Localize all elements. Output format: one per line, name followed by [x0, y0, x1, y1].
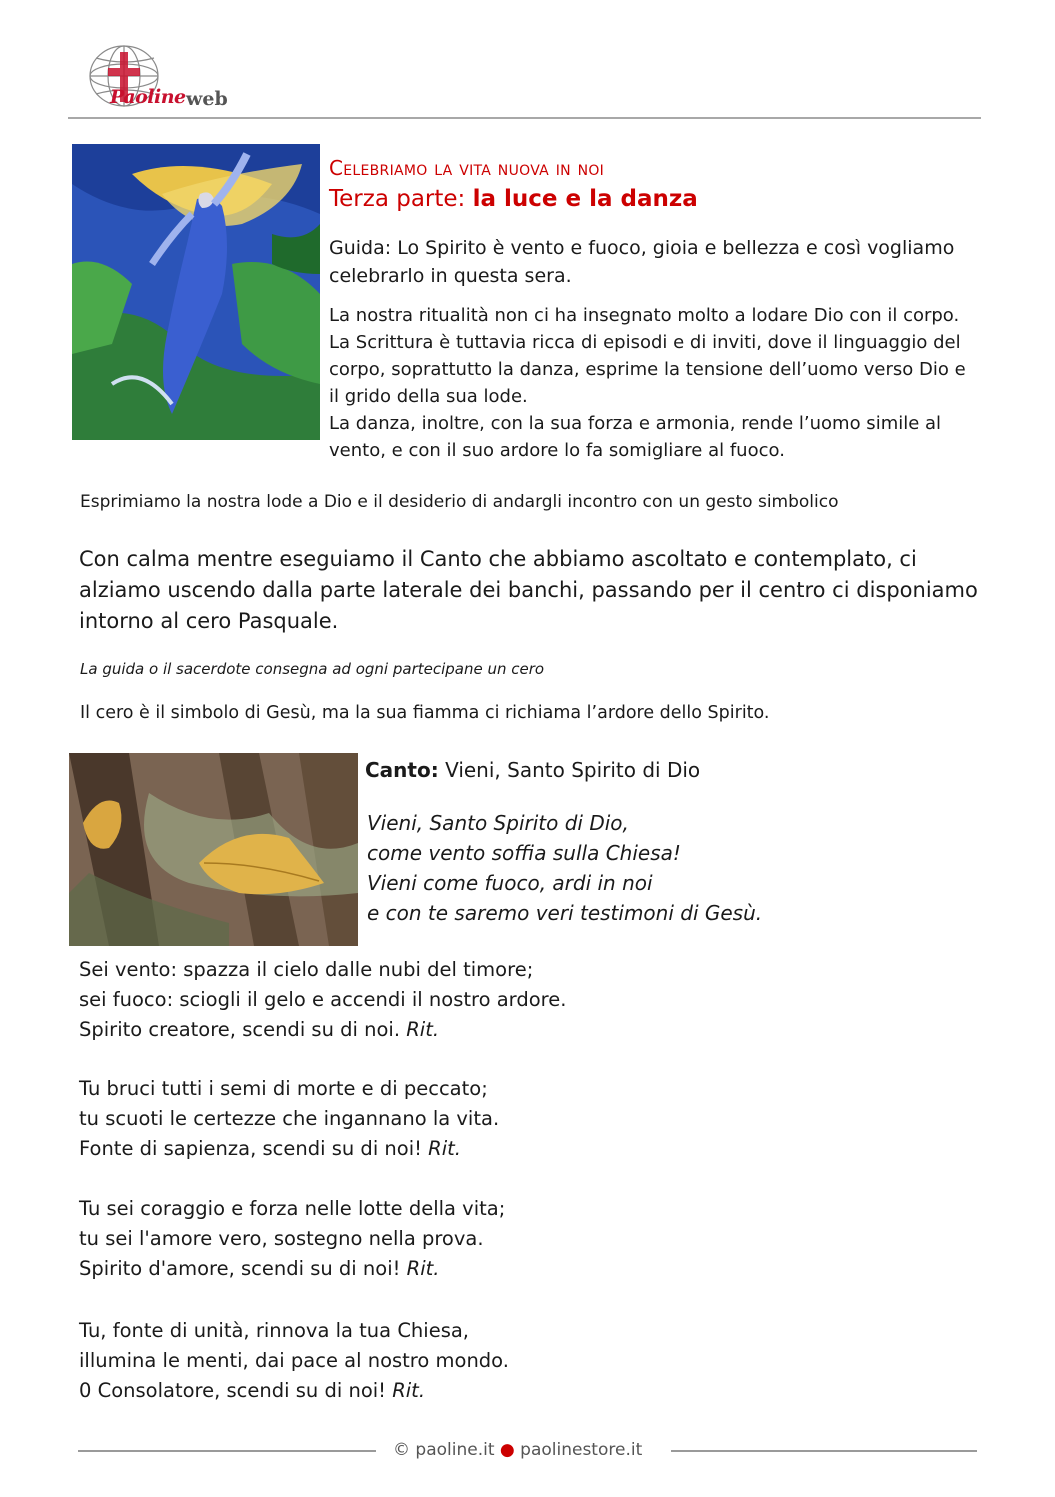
refrain-line: Vieni, Santo Spirito di Dio,	[367, 811, 629, 835]
dancing-figure-painting	[72, 144, 320, 440]
part-title: la luce e la danza	[472, 186, 698, 212]
stanza-line: Sei vento: spazza il cielo dalle nubi del timore;	[79, 958, 534, 981]
page-title: Celebriamo la vita nuova in noi	[329, 156, 605, 180]
canto-refrain	[367, 808, 762, 928]
rubric-note: La guida o il sacerdote consegna ad ogni partecipane un cero	[80, 660, 545, 678]
refrain-line: e con te saremo veri testimoni di Gesù.	[367, 901, 763, 925]
guida-label: Guida:	[329, 237, 392, 259]
header-divider	[68, 117, 981, 119]
stanza-4	[79, 1316, 509, 1406]
stanza-2	[79, 1074, 499, 1164]
part-label: Terza parte:	[329, 186, 466, 212]
rit-marker: Rit.	[406, 1257, 440, 1280]
stanza-line-final: Spirito creatore, scendi su di noi. Rit.	[79, 1018, 440, 1041]
footer-link-store[interactable]: paolinestore.it	[520, 1440, 643, 1460]
stanza-line-final: Fonte di sapienza, scendi su di noi! Rit.	[79, 1137, 461, 1160]
footer-separator-dot: ●	[499, 1440, 515, 1460]
logo-brand: Paoline	[110, 86, 186, 108]
stanza-1	[79, 955, 566, 1045]
section-subtitle	[329, 186, 698, 212]
stanza-line-final: 0 Consolatore, scendi su di noi! Rit.	[79, 1379, 426, 1402]
stanza-line: Tu sei coraggio e forza nelle lotte della vita;	[79, 1197, 506, 1220]
canto-heading	[365, 758, 700, 782]
stanza-3	[79, 1194, 505, 1284]
stanza-line: tu scuoti le certezze che ingannano la vita.	[79, 1107, 500, 1130]
stanza-line: Tu, fonte di unità, rinnova la tua Chiesa,	[79, 1319, 470, 1342]
gesture-sentence: Esprimiamo la nostra lode a Dio e il desiderio di andargli incontro con un gesto simbolico	[80, 492, 839, 512]
intro-line-a: La nostra ritualità non ci ha insegnato molto a lodare Dio con il corpo. La Scrittura è tuttavia ricca di episodi e di inviti, dove il linguaggio del corpo, soprattutto la danza, esprime la tensione dell’uomo verso Dio e il grido della sua lode.	[329, 305, 966, 407]
falling-leaves-photo	[69, 753, 358, 946]
refrain-line: come vento soffia sulla Chiesa!	[367, 841, 681, 865]
guida-paragraph	[329, 234, 969, 290]
rit-marker: Rit.	[406, 1018, 440, 1041]
footer-divider-right	[671, 1450, 977, 1452]
intro-paragraph	[329, 302, 979, 464]
cero-sentence: Il cero è il simbolo di Gesù, ma la sua fiamma ci richiama l’ardore dello Spirito.	[80, 703, 770, 723]
refrain-line: Vieni come fuoco, ardi in noi	[367, 871, 653, 895]
stanza-line: tu sei l'amore vero, sostegno nella prova.	[79, 1227, 484, 1250]
canto-label: Canto:	[365, 758, 439, 782]
rit-marker: Rit.	[392, 1379, 426, 1402]
footer	[393, 1440, 642, 1460]
canto-title: Vieni, Santo Spirito di Dio	[438, 758, 701, 782]
footer-link-paoline[interactable]: © paoline.it	[393, 1440, 495, 1460]
stanza-line: Tu bruci tutti i semi di morte e di peccato;	[79, 1077, 488, 1100]
stanza-line: sei fuoco: sciogli il gelo e accendi il nostro ardore.	[79, 988, 567, 1011]
guida-text: Lo Spirito è vento e fuoco, gioia e bellezza e così vogliamo celebrarlo in questa sera.	[329, 237, 955, 287]
rit-marker: Rit.	[428, 1137, 461, 1160]
footer-divider-left	[78, 1450, 376, 1452]
stanza-line-final: Spirito d'amore, scendi su di noi! Rit.	[79, 1257, 440, 1280]
intro-line-b: La danza, inoltre, con la sua forza e armonia, rende l’uomo simile al vento, e con il suo ardore lo fa somigliare al fuoco.	[329, 413, 942, 461]
calm-paragraph: Con calma mentre eseguiamo il Canto che abbiamo ascoltato e contemplato, ci alziamo uscendo dalla parte laterale dei banchi, passando per il centro ci disponiamo intorno al cero Pasquale.	[79, 547, 978, 633]
logo-web-label: web	[186, 88, 228, 110]
stanza-line: illumina le menti, dai pace al nostro mondo.	[79, 1349, 509, 1372]
